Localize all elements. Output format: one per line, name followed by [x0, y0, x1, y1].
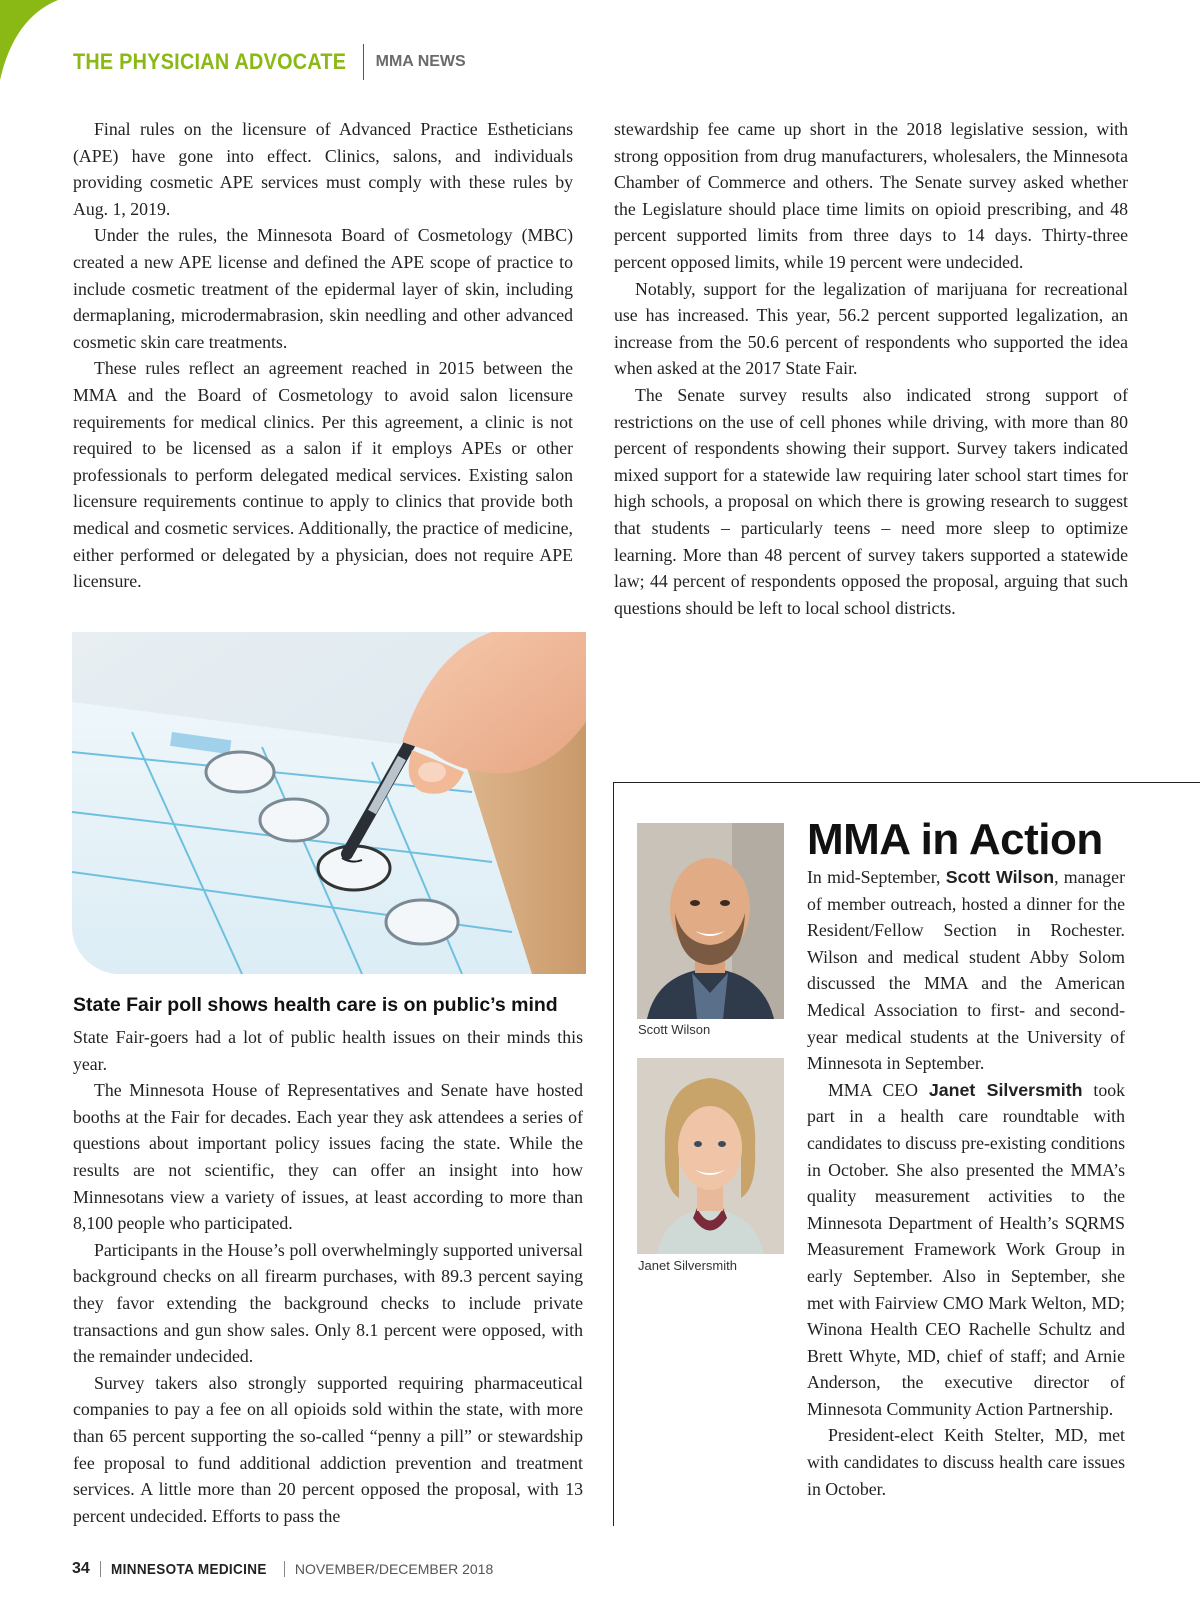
footer-divider [100, 1561, 101, 1577]
action-paragraph [807, 1077, 1125, 1423]
poll-article-continued [614, 116, 1128, 621]
ape-article [73, 116, 573, 595]
scott-wilson-name: Scott Wilson [945, 867, 1055, 887]
ape-paragraph: These rules reflect an agreement reached in 2015 between the MMA and the Board of Cosmetology to avoid salon licensure requirements for medical clinics. Per this agreement, a clinic is not required to be licensed as a salon if it employs APEs or other professionals to perform delegated medical services. Existing salon licensure requirements continue to apply to clinics that provide both medical and cosmetic services. Additionally, the practice of medicine, either performed or delegated by a physician, does not require APE licensure. [73, 358, 573, 592]
ballot-pen-photo [72, 632, 586, 974]
issue-date: NOVEMBER/DECEMBER 2018 [294, 1561, 494, 1577]
janet-silversmith-photo [637, 1058, 784, 1254]
magazine-name: MINNESOTA MEDICINE [110, 1560, 267, 1578]
poll-paragraph: The Minnesota House of Representatives and Senate have hosted booths at the Fair for decades. Each year they ask attendees a series of questions about important policy issues facing the state. While the results are not scientific, they can offer an insight into how Minnesotans view a variety of issues, at least according to more than 8,100 people who participated. [73, 1080, 583, 1234]
poll-paragraph: Notably, support for the legalization of marijuana for recreational use has increased. This year, 56.2 percent supported legalization, an increase from the 50.6 percent of respondents who supported the idea when asked at the 2017 State Fair. [614, 278, 1128, 379]
footer-divider [284, 1561, 285, 1577]
action-text: took part in a health care roundtable with candidates to discuss pre-existing conditions in October. She also presented the MMA’s quality measurement activities to the Minnesota Department of Health’s SQRMS Measurement Framework Work Group in early September. Also in September, she met with Fairview CMO Mark Welton, MD; Winona Health CEO Rachelle Schultz and Brett Whyte, MD, chief of staff; and Arnie Anderson, the executive director of Minnesota Community Action Partnership. [807, 1079, 1125, 1419]
page-header [73, 44, 466, 80]
poll-paragraph: The Senate survey results also indicated strong support of restrictions on the use of cell phones while driving, with more than 80 percent of respondents showing their support. Survey takers indicated mixed support for a statewide law requiring later school start times for high schools, a proposal on which there is growing research to suggest that students – particularly teens – need more sleep to optimize learning. More than 48 percent of survey takers supported a statewide law; 44 percent of respondents opposed the proposal, arguing that such questions should be left to local school districts. [614, 384, 1128, 618]
poll-article [73, 1024, 583, 1529]
mma-in-action-title: MMA in Action [807, 815, 1103, 864]
poll-paragraph: Participants in the House’s poll overwhelmingly supported universal background checks on all firearm purchases, with 89.3 percent saying they favor extending the background checks to include private transactions and gun show sales. Only 8.1 percent were opposed, with the remainder undecided. [73, 1239, 583, 1367]
poll-paragraph: Survey takers also strongly supported requiring pharmaceutical companies to pay a fee on all opioids sold within the state, with more than 65 percent supporting the so-called “penny a pill” or stewardship fee proposal to fund additional addiction prevention and treatment services. A little more than 20 percent opposed the proposal, with 13 percent undecided. Efforts to pass the [73, 1372, 583, 1526]
ape-paragraph: Final rules on the licensure of Advanced Practice Estheticians (APE) have gone into effect. Clinics, salons, and individuals providing cosmetic APE services must comply with these rules by Aug. 1, 2019. [73, 119, 573, 219]
header-title: THE PHYSICIAN ADVOCATE [73, 49, 347, 74]
sidebar-box-left-rule [613, 782, 614, 1526]
janet-silversmith-caption: Janet Silversmith [638, 1258, 737, 1273]
scott-wilson-photo [637, 823, 784, 1019]
ape-paragraph: Under the rules, the Minnesota Board of Cosmetology (MBC) created a new APE license and defined the APE scope of practice to include cosmetic treatment of the epidermal layer of skin, including dermaplaning, microdermabrasion, skin needling and other advanced cosmetic skin care treatments. [73, 225, 573, 352]
mma-in-action-body [807, 864, 1125, 1502]
janet-silversmith-name: Janet Silversmith [928, 1079, 1083, 1100]
page-footer [72, 1560, 493, 1578]
action-paragraph [807, 864, 1125, 1077]
page-number: 34 [72, 1560, 90, 1577]
action-text: , manager of member outreach, hosted a dinner for the Resident/Fellow Section in Rochester. Wilson and medical student Abby Solom discussed the MMA and the American Medical Association to first- and second-year medical students at the University of Minnesota in September. [807, 867, 1125, 1074]
poll-paragraph: stewardship fee came up short in the 2018 legislative session, with strong opposition from drug manufacturers, wholesalers, the Minnesota Chamber of Commerce and others. The Senate survey asked whether the Legislature should place time limits on opioid prescribing, and 48 percent supported limits from three days to 14 days. Thirty-three percent opposed limits, while 19 percent were undecided. [614, 119, 1128, 272]
poll-heading: State Fair poll shows health care is on public’s mind [73, 994, 558, 1016]
action-paragraph: President-elect Keith Stelter, MD, met with candidates to discuss health care issues in October. [807, 1425, 1125, 1499]
header-divider [363, 44, 364, 80]
poll-paragraph: State Fair-goers had a lot of public health issues on their minds this year. [73, 1027, 583, 1074]
scott-wilson-caption: Scott Wilson [638, 1022, 711, 1037]
action-text: In mid-September, [807, 867, 946, 887]
header-section: MMA NEWS [375, 53, 466, 70]
action-text: MMA CEO [828, 1079, 929, 1100]
corner-accent [0, 0, 58, 80]
sidebar-box-top-rule [613, 782, 1200, 783]
